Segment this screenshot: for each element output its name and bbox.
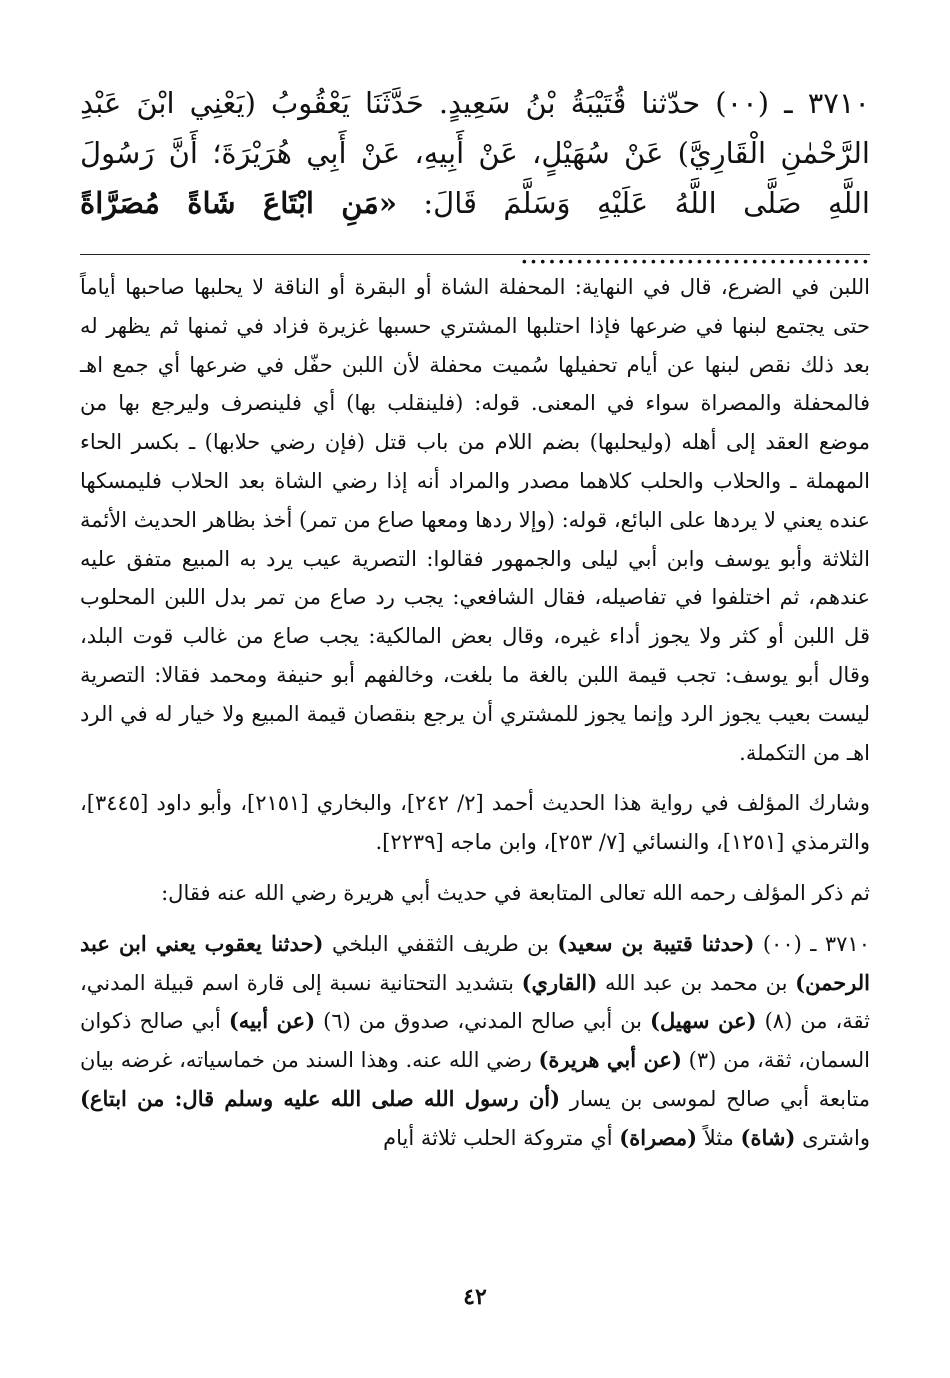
chain-text-8: مثلاً xyxy=(697,1125,741,1150)
chain-text-4: بن أبي صالح المدني، صدوق من (٦) xyxy=(315,1009,651,1034)
matn-quote-1: (أن رسول الله صلى الله عليه وسلم قال: من ابتاع) xyxy=(80,1085,561,1111)
chain-text-6: رضي الله عنه. وهذا السند من خماسياته، غرضه بيان متابعة أبي صالح لموسى بن يسار xyxy=(80,1048,870,1111)
commentary-paragraph-4 xyxy=(80,925,870,1158)
chain-narrator-5: (عن أبي هريرة) xyxy=(538,1047,682,1073)
chain-narrator-4: (عن أبيه) xyxy=(228,1008,316,1034)
chain-narrator-2: (حدثنا يعقوب يعني ابن عبد الرحمن) xyxy=(80,930,871,995)
hadith-continuation-dots: ...................................... xyxy=(519,236,870,270)
chain-text-1: بن طريف الثقفي البلخي xyxy=(323,931,558,956)
chain-text-3: بتشديد التحتانية نسبة إلى قارة اسم قبيلة المدني، ثقة، من (٨) xyxy=(80,970,870,1034)
commentary-paragraph-1: اللبن في الضرع، قال في النهاية: المحفلة الشاة أو البقرة أو الناقة لا يحلبها صاحبها أياماً حتى يجتمع لبنها في ضرعها فإذا احتلبها المشتري حسبها غزيرة فزاد في ثمنها ثم يظهر له بعد ذلك نقص لبنها عن أيام تحفيلها سُميت محفلة لأن اللبن حفّل في ضرعها أي جمع اهـ فالمحفلة والمصراة سواء في المعنى. قوله: (فلينقلب بها) أي فلينصرف وليرجع بها من موضع العقد إلى أهله (وليحلبها) بضم اللام من باب قتل (فإن رضي حلابها) ـ بكسر الحاء المهملة ـ والحلاب والحلب كلاهما مصدر والمراد أنه إذا رضي الشاة بعد الحلاب فليمسكها عنده يعني لا يردها على البائع، قوله: (وإلا ردها ومعها صاع من تمر) أخذ بظاهر الحديث الأئمة الثلاثة وأبو يوسف وابن أبي ليلى والجمهور فقالوا: التصرية عيب يرد به المبيع متفق عليه عندهم، ثم اختلفوا في تفاصيله، فقال الشافعي: يجب رد صاع من تمر بدل اللبن المحلوب قل اللبن أو كثر ولا يجوز أداء غيره، وقال بعض المالكية: يجب صاع من غالب قوت البلد، وقال أبو يوسف: تجب قيمة اللبن بالغة ما بلغت، وخالفهم أبو حنيفة ومحمد فقالا: التصرية ليست بعيب يجوز الرد وإنما يجوز للمشتري أن يرجع بنقصان قيمة المبيع ولا خيار له في الرد اهـ من التكملة. xyxy=(80,275,870,765)
hadith-quote: «مَنِ ابْتَاعَ شَاةً مُصَرَّاةً xyxy=(80,186,397,220)
chain-number: ٣٧١٠ ـ (٠٠) xyxy=(754,931,870,956)
page-number: ٤٢ xyxy=(463,1284,487,1310)
chain-narrator-3: (عن سهيل) xyxy=(650,1008,757,1034)
matn-quote-2: (شاة) xyxy=(740,1124,796,1150)
commentary xyxy=(80,268,870,1158)
hadith-narrators: حدّثنا قُتَيْبَةُ بْنُ سَعِيدٍ. حَدَّثَنَا يَعْقُوبُ (يَعْنِي ابْنَ عَبْدِ الرَّحْمٰنِ الْقَارِيَّ) عَنْ سُهَيْلٍ، عَنْ أَبِيهِ، عَنْ أَبِي هُرَيْرَةَ؛ أَنَّ رَسُولَ اللَّهِ صَلَّى اللَّهُ عَلَيْهِ وَسَلَّمَ قَالَ: xyxy=(80,86,870,220)
chain-text-5: أبي صالح ذكوان السمان، ثقة، من (٣) xyxy=(80,1009,871,1073)
chain-text-2: بن محمد بن عبد الله xyxy=(597,970,796,995)
chain-text-9: أي متروكة الحلب ثلاثة أيام xyxy=(383,1125,620,1150)
page-body xyxy=(80,78,871,1150)
commentary-paragraph-3: ثم ذكر المؤلف رحمه الله تعالى المتابعة في حديث أبي هريرة رضي الله عنه فقال: xyxy=(161,880,870,905)
hadith-text xyxy=(80,78,870,270)
matn-quote-3: (مصراة) xyxy=(619,1124,698,1150)
hadith-number: ٣٧١٠ ـ (٠٠) xyxy=(700,86,870,120)
chain-narrator-1: (حدثنا قتيبة بن سعيد) xyxy=(557,930,755,956)
chain-narrator-2-nisba: (القاري) xyxy=(521,969,598,995)
commentary-paragraph-2: وشارك المؤلف في رواية هذا الحديث أحمد [٢/ ٢٤٢]، والبخاري [٢١٥١]، وأبو داود [٣٤٤٥]، والترمذي [١٢٥١]، والنسائي [٧/ ٢٥٣]، وابن ماجه [٢٢٣٩]. xyxy=(80,791,870,855)
footnote-divider xyxy=(80,254,870,255)
chain-text-7: واشترى xyxy=(795,1125,870,1150)
